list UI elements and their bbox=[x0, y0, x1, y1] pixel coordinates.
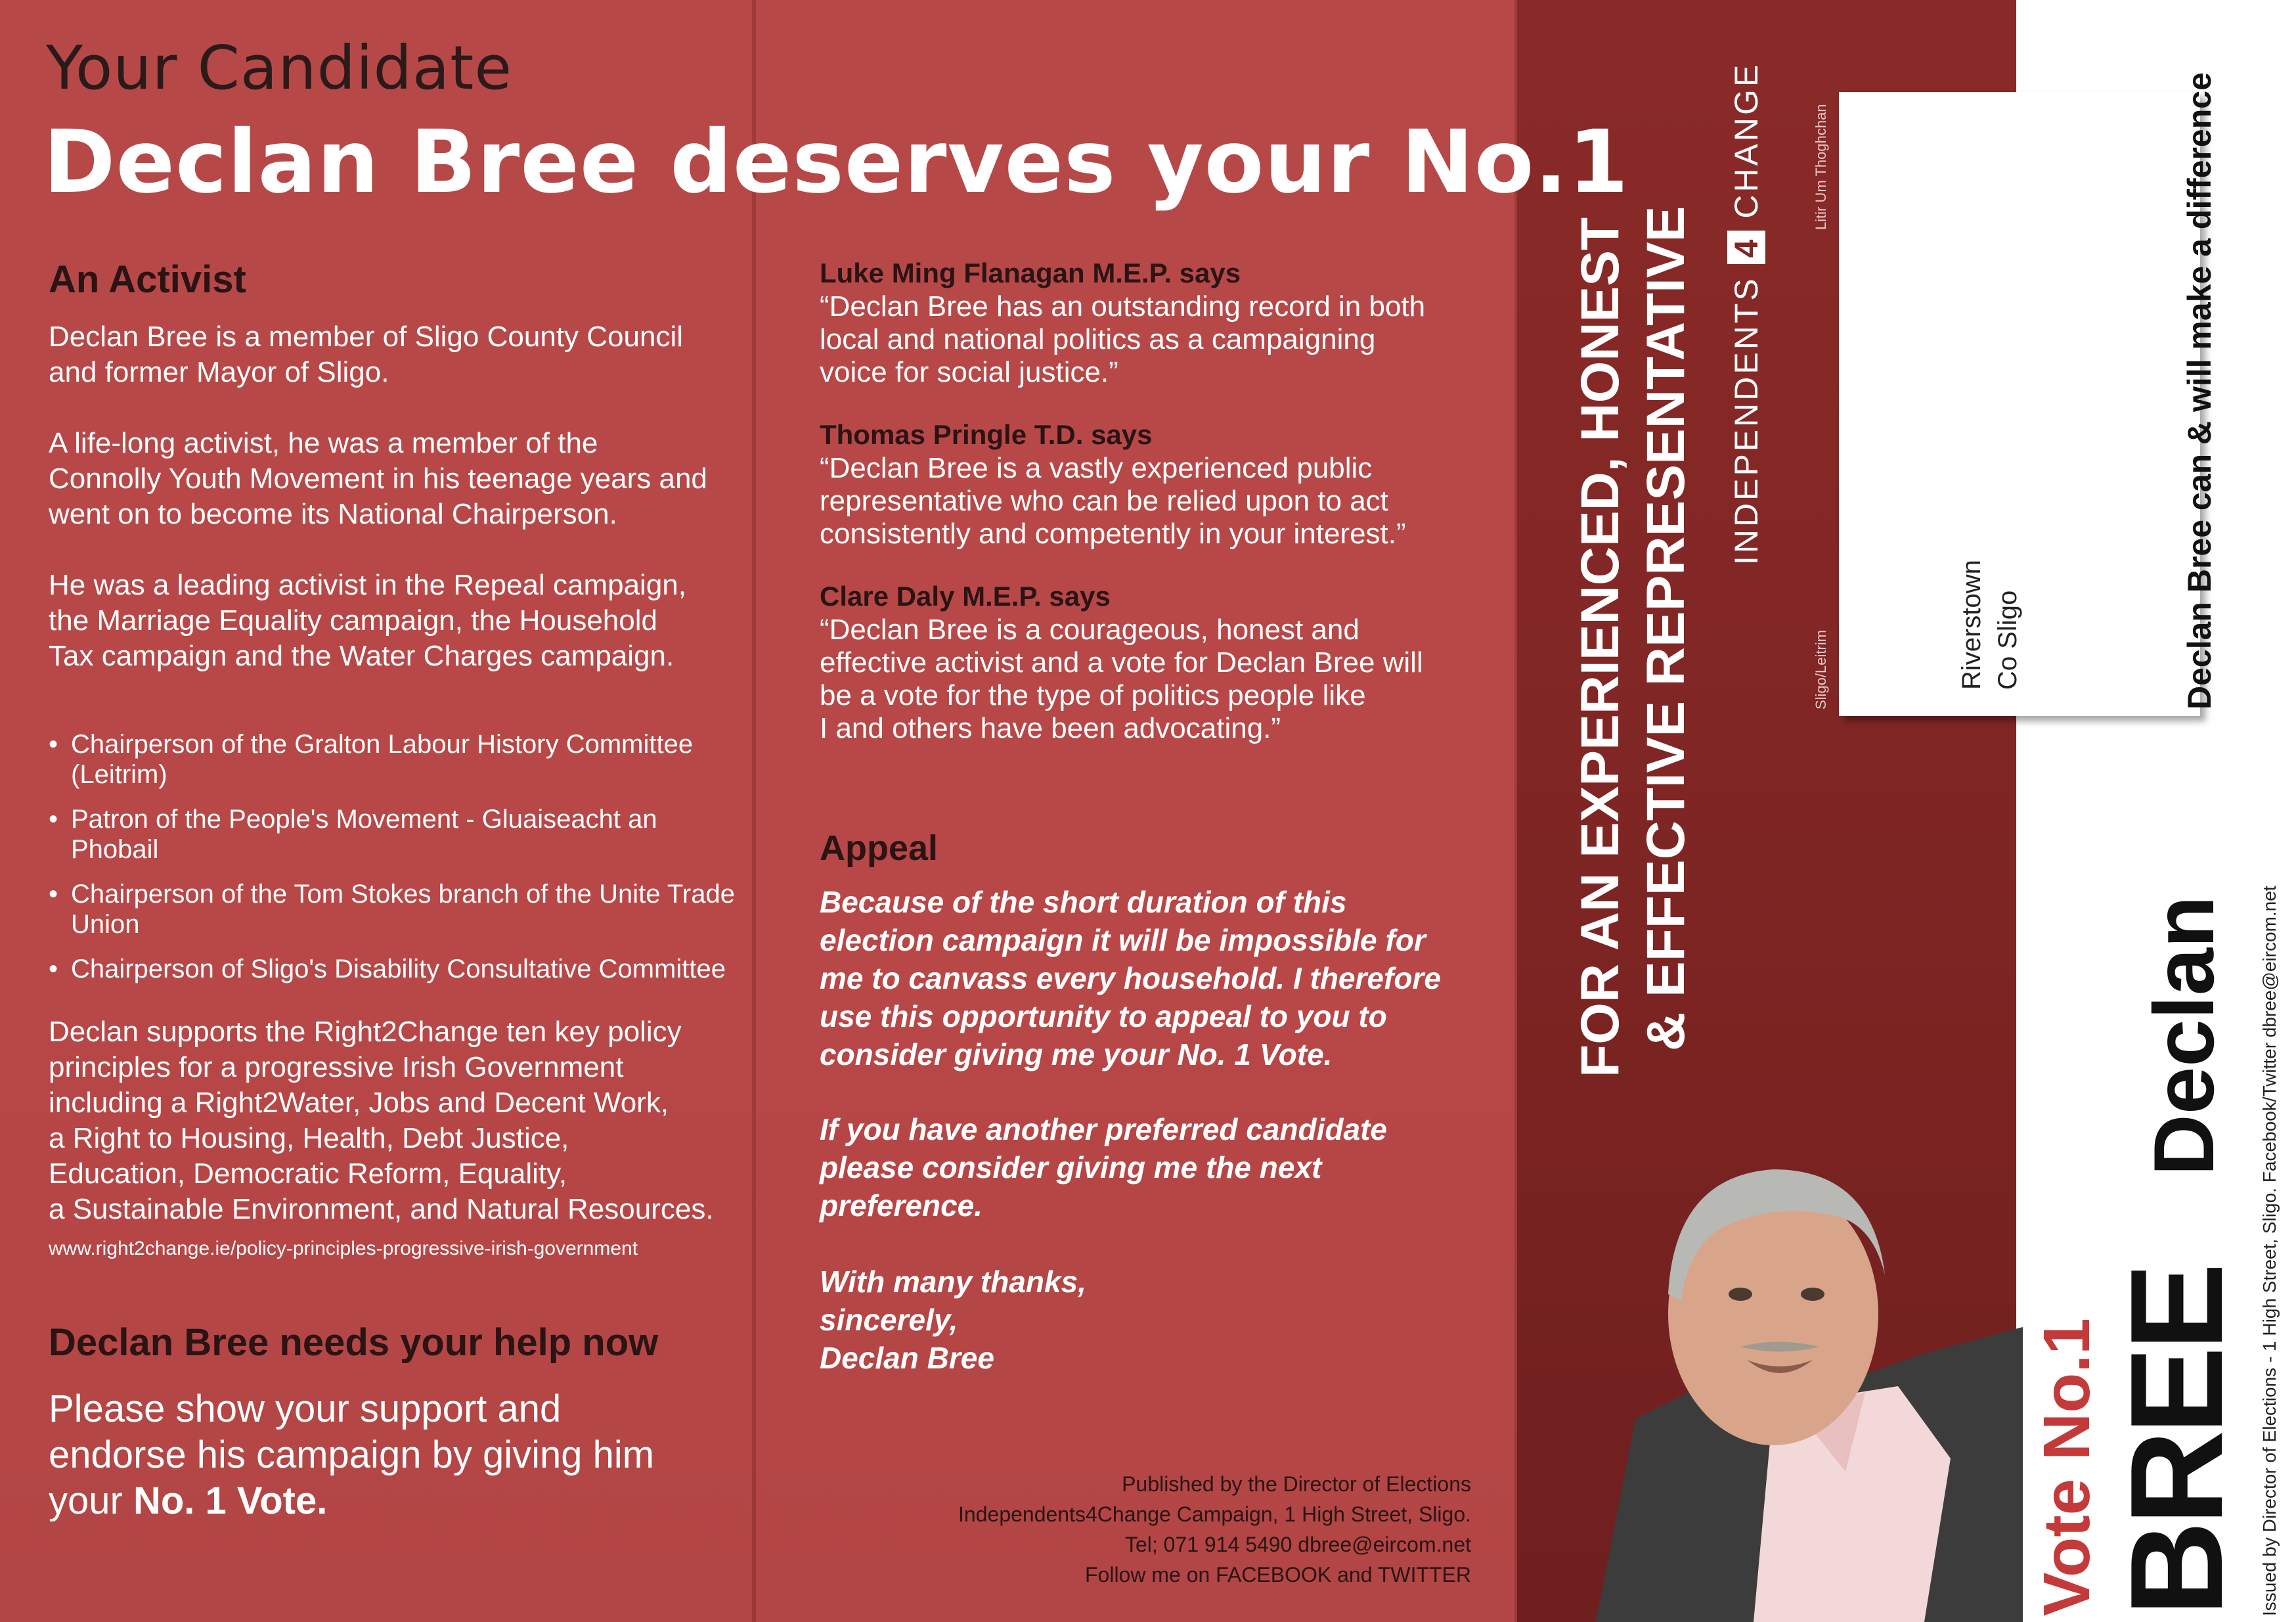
quote-3: “Declan Bree is a courageous, honest and effective activist and a vote for Declan Bree will be a vote for the type of politics people like I and others have been advocating.” bbox=[820, 614, 1423, 744]
tagline: Declan Bree can & will make a difference bbox=[2181, 72, 2218, 710]
slogan-line-1: FOR AN EXPERIENCED, HONEST bbox=[1570, 217, 1630, 1077]
sign-off: With many thanks, sincerely, Declan Bree bbox=[820, 1265, 1086, 1375]
address-line-1: Riverstown bbox=[1957, 560, 1986, 690]
activist-heading: An Activist bbox=[49, 258, 246, 301]
party-logo: INDEPENDENTS 4 CHANGE bbox=[1728, 62, 1765, 565]
list-item: • Chairperson of Sligo's Disability Consultative Committee bbox=[71, 954, 755, 984]
help-text: Please show your support and endorse his campaign by giving him your No. 1 Vote. bbox=[49, 1387, 655, 1522]
policy-url[interactable]: www.right2change.ie/policy-principles-progressive-irish-government bbox=[49, 1238, 638, 1259]
address-line-2: Co Sligo bbox=[1993, 590, 2022, 690]
leaflet-label: Litir Um Thoghchan bbox=[1813, 104, 1829, 230]
help-heading: Declan Bree needs your help now bbox=[49, 1321, 659, 1364]
candidate-photo bbox=[1556, 1077, 2023, 1622]
quote-2: “Declan Bree is a vastly experienced public representative who can be relied upon to act consistently and competently in your interest.” bbox=[820, 452, 1406, 550]
candidate-firstname: Declan bbox=[2136, 895, 2232, 1176]
candidate-surname: BREE bbox=[2104, 1267, 2250, 1616]
list-item: • Chairperson of the Gralton Labour History Committee (Leitrim) bbox=[71, 729, 755, 790]
activist-para-2: A life-long activist, he was a member of the Connolly Youth Movement in his teenage years and went on to become its National Chairperson. bbox=[49, 427, 707, 530]
issued-by: Issued by Director of Elections - 1 High Street, Sligo. Facebook/Twitter dbree@eircom.net bbox=[2259, 886, 2280, 1616]
headline: Declan Bree deserves your No.1 bbox=[43, 112, 1629, 213]
list-item: • Chairperson of the Tom Stokes branch of the Unite Trade Union bbox=[71, 879, 755, 939]
slogan-line-2: & EFFECTIVE REPRESENTATIVE bbox=[1636, 206, 1696, 1051]
quote-1: “Declan Bree has an outstanding record in both local and national politics as a campaigning voice for social justice.” bbox=[820, 290, 1426, 388]
appeal-text: Because of the short duration of this election campaign it will be impossible for me to canvass every household. I therefore use this opportunity to appeal to you to consider giving me your No. 1 Vote. bbox=[820, 885, 1441, 1071]
kicker: Your Candidate bbox=[46, 33, 512, 103]
appeal-heading: Appeal bbox=[820, 828, 938, 868]
quote-2-author: Thomas Pringle T.D. says bbox=[820, 419, 1153, 450]
activist-para-3: He was a leading activist in the Repeal campaign, the Marriage Equality campaign, the Household Tax campaign and the Water Charges campaign. bbox=[49, 569, 686, 672]
activist-para-1: Declan Bree is a member of Sligo County Council and former Mayor of Sligo. bbox=[49, 321, 684, 388]
publisher-info: Published by the Director of Elections Independents4Change Campaign, 1 High Street, Sligo. Tel; 071 914 5490 dbree@eircom.net Follow me on FACEBOOK and TWITTER bbox=[958, 1472, 1471, 1587]
roles-list bbox=[46, 729, 755, 999]
constituency-label: Sligo/Leitrim bbox=[1813, 629, 1829, 710]
vote-no1: Vote No.1 bbox=[2030, 1318, 2104, 1616]
quote-1-author: Luke Ming Flanagan M.E.P. says bbox=[820, 258, 1241, 288]
list-item: • Patron of the People's Movement - Gluaiseacht an Phobail bbox=[71, 804, 755, 865]
quote-3-author: Clare Daly M.E.P. says bbox=[820, 581, 1111, 612]
appeal-preference: If you have another preferred candidate please consider giving me the next preference. bbox=[820, 1112, 1388, 1223]
right2change-para: Declan supports the Right2Change ten key policy principles for a progressive Irish Government including a Right2Water, Jobs and Decent Work, a Right to Housing, Health, Debt Justice, Education, Democratic Reform, Equality, a Sustainable Environment, and Natural Resources. bbox=[49, 1016, 714, 1225]
